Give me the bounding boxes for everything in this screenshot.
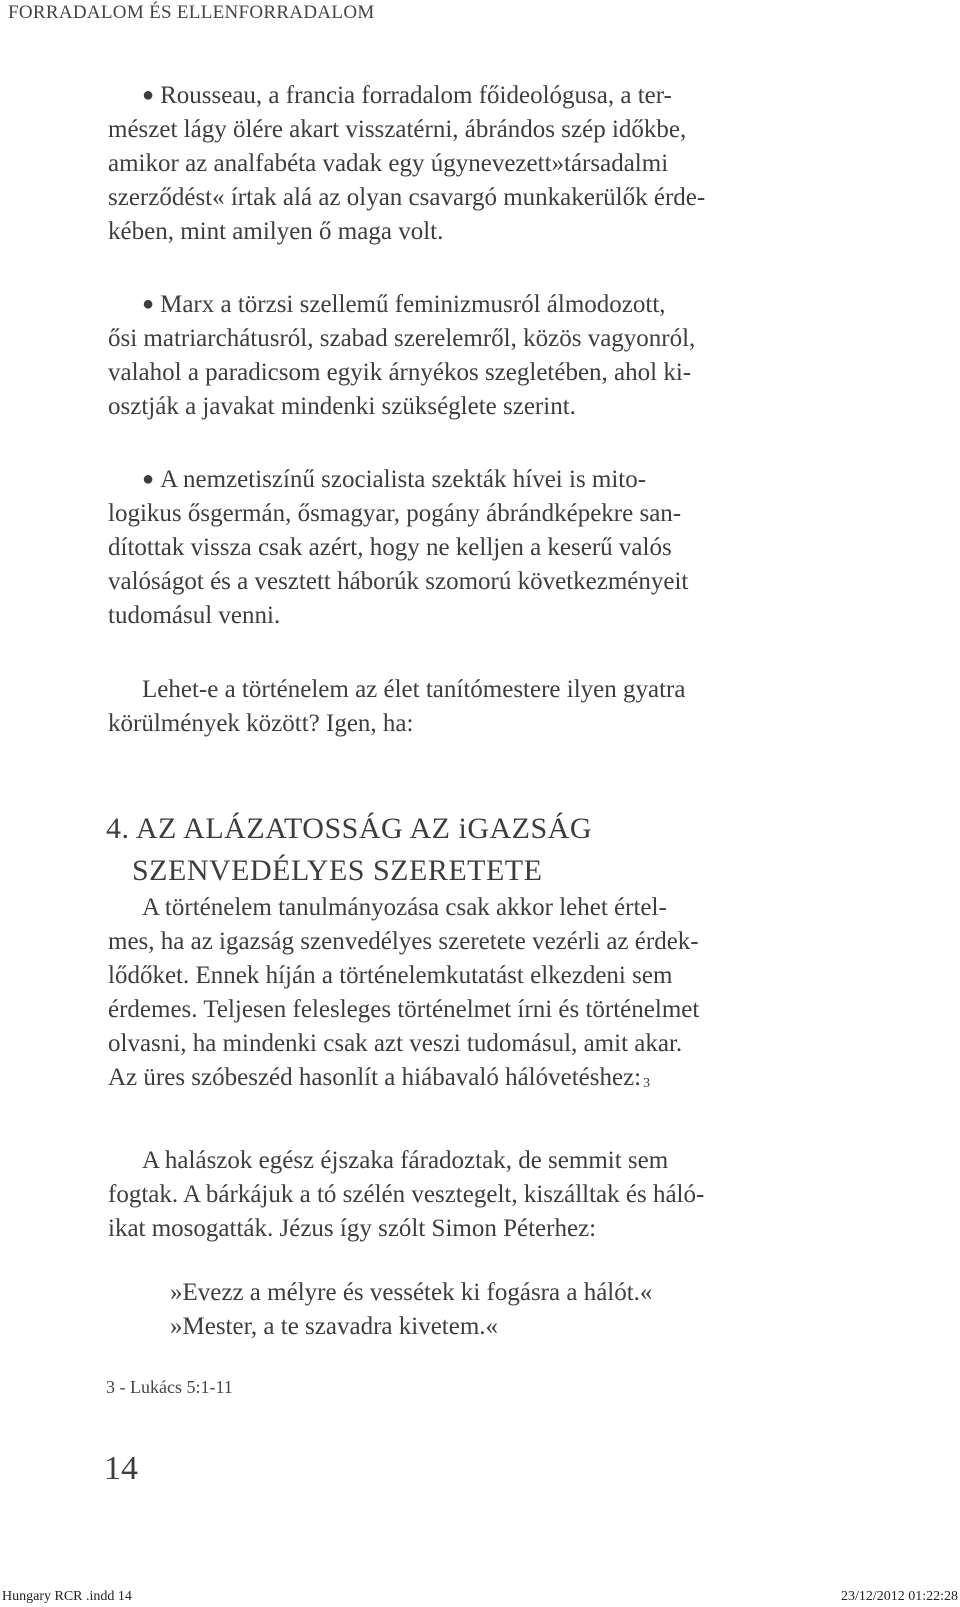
paragraph-line: érdemes. Teljesen felesleges történelmet írni és történelmet: [108, 996, 700, 1023]
paragraph-line: [108, 78, 780, 113]
paragraph-line: A történelem tanulmányozása csak akkor lehet értel-: [142, 894, 667, 921]
paragraph-line: [108, 1061, 780, 1101]
paragraph-line: Lehet-e a történelem az élet tanítómestere ilyen gyatra: [142, 676, 686, 703]
paragraph-line: osztják a javakat mindenki szükséglete szerint.: [108, 393, 576, 420]
bullet-icon: ●: [142, 84, 155, 106]
paragraph-line: [108, 462, 780, 497]
heading-line-1: 4. AZ ALÁZATOSSÁG AZ iGAZSÁG: [106, 812, 592, 845]
page-number: 14: [104, 1450, 138, 1487]
footnote-reference[interactable]: 3: [643, 1076, 651, 1091]
bullet-icon: ●: [142, 468, 155, 490]
paragraph-line: fogtak. A bárkájuk a tó szélén vesztegelt, kiszálltak és háló-: [108, 1181, 705, 1208]
paragraph-line: ősi matriarchátusról, szabad szerelemről, közös vagyonról,: [108, 325, 696, 352]
paragraph-line: kében, mint amilyen ő maga volt.: [108, 218, 444, 245]
slug-timestamp: 23/12/2012 01:22:28: [840, 1589, 958, 1604]
paragraph-line: mészet lágy ölére akart visszatérni, ábrándos szép időkbe,: [108, 116, 687, 143]
line-text: Marx a törzsi szellemű feminizmusról álmodozott,: [160, 291, 666, 318]
paragraph-line: körülmények között? Igen, ha:: [108, 710, 414, 737]
paragraph-line: valóságot és a vesztett háborúk szomorú következményeit: [108, 568, 689, 595]
quote-line: »Mester, a te szavadra kivetem.«: [170, 1313, 499, 1340]
section-heading: [106, 808, 592, 892]
quote-line: »Evezz a mélyre és vessétek ki fogásra a hálót.«: [170, 1279, 653, 1306]
paragraph-line: dítottak vissza csak azért, hogy ne kelljen a keserű valós: [108, 534, 672, 561]
paragraph-line: valahol a paradicsom egyik árnyékos szegletében, ahol ki-: [108, 359, 692, 386]
paragraph-line: mes, ha az igazság szenvedélyes szeretete vezérli az érdek-: [108, 928, 699, 955]
paragraph-line: tudomásul venni.: [108, 602, 281, 629]
paragraph-line: szerződést« írtak alá az olyan csavargó munkakerülők érde-: [108, 184, 706, 211]
paragraph-line: ikat mosogatták. Jézus így szólt Simon Péterhez:: [108, 1215, 597, 1242]
paragraph-history-study: [108, 891, 780, 1101]
paragraph-line: lődőket. Ennek híján a történelemkutatást elkezdeni sem: [108, 962, 673, 989]
paragraph-line: logikus ősgermán, ősmagyar, pogány ábrándképekre san-: [108, 500, 682, 527]
paragraph-line: A halászok egész éjszaka fáradoztak, de semmit sem: [142, 1147, 669, 1174]
paragraph-line: [108, 287, 780, 322]
paragraph-nationalist-sects: [108, 462, 780, 633]
footnote: 3 - Lukács 5:1-11: [106, 1377, 233, 1397]
paragraph-question: [108, 673, 780, 741]
paragraph-line: olvasni, ha mindenki csak azt veszi tudomásul, amit akar.: [108, 1030, 683, 1057]
heading-line-2: SZENVEDÉLYES SZERETETE: [132, 854, 543, 887]
line-text: Az üres szóbeszéd hasonlít a hiábavaló hálóvetéshez:: [108, 1064, 642, 1091]
line-text: A nemzetiszínű szocialista szekták hívei is mito-: [160, 466, 647, 493]
running-head: FORRADALOM ÉS ELLENFORRADALOM: [8, 2, 375, 23]
paragraph-rousseau: [108, 78, 780, 249]
paragraph-fishermen: [108, 1144, 780, 1246]
paragraph-marx: [108, 287, 780, 424]
bullet-icon: ●: [142, 293, 155, 315]
slug-filename: Hungary RCR .indd 14: [2, 1589, 132, 1604]
paragraph-line: amikor az analfabéta vadak egy úgynevezett»társadalmi: [108, 150, 669, 177]
scripture-quote: [170, 1276, 652, 1344]
line-text: Rousseau, a francia forradalom főideológusa, a ter-: [160, 82, 672, 109]
